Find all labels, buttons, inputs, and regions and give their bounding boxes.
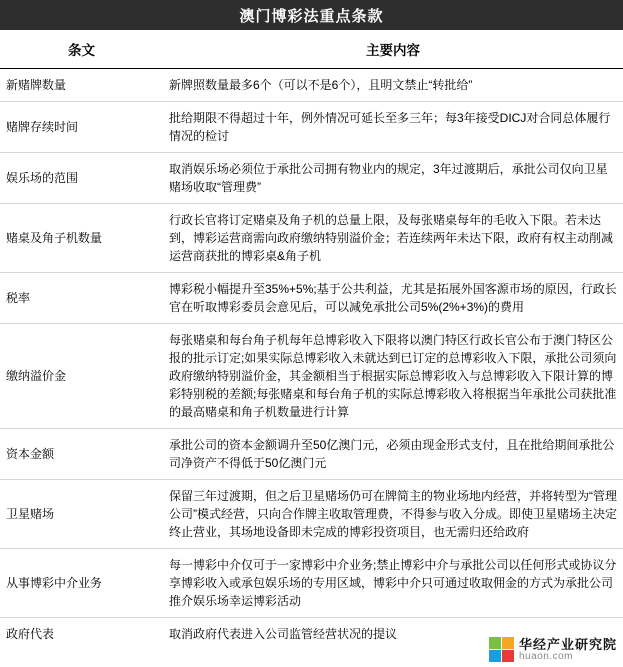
table-row <box>0 429 623 480</box>
row-term: 赌牌存续时间 <box>0 102 163 153</box>
row-content: 取消政府代表进入公司监管经营状况的提议 <box>169 627 398 641</box>
row-term: 娱乐场的范围 <box>0 153 163 204</box>
table-row <box>0 153 623 204</box>
column-header-term: 条文 <box>0 30 163 69</box>
watermark-logo <box>489 637 617 663</box>
row-term: 资本金额 <box>0 429 163 480</box>
table-header-row <box>0 30 623 69</box>
table-row <box>0 69 623 102</box>
row-content: 每张赌桌和每台角子机每年总博彩收入下限将以澳门特区行政长官公布于澳门特区公报的批示订定;如果实际总博彩收入未就达到已订定的总博彩收入下限，承批公司须向政府缴纳特别溢价金，其金额相当于根据实际总博彩收入与总博彩收入下限计算的博彩特别税的差额;每张赌桌和每台角子机的实际总博彩收入将根据当年承批公司获批准的最高赌桌和角子机数量进行计算 <box>163 324 623 429</box>
row-term: 赌桌及角子机数量 <box>0 204 163 273</box>
page-title: 澳门博彩法重点条款 <box>0 0 623 30</box>
gaming-law-table <box>0 30 623 650</box>
row-term: 税率 <box>0 273 163 324</box>
table-row <box>0 324 623 429</box>
table-row <box>0 273 623 324</box>
row-content: 博彩税小幅提升至35%+5%;基于公共利益，尤其是拓展外国客源市场的原因，行政长官在听取博彩委员会意见后，可以减免承批公司5%(2%+3%)的费用 <box>163 273 623 324</box>
row-term: 从事博彩中介业务 <box>0 549 163 618</box>
row-term: 政府代表 <box>6 627 55 641</box>
logo-text <box>519 638 617 662</box>
row-term: 新赌牌数量 <box>0 69 163 102</box>
row-content: 保留三年过渡期，但之后卫星赌场仍可在牌简主的物业场地内经营，并将转型为“管理公司”模式经营，只向合作牌主收取管理费，不得参与收入分成。即使卫星赌场主决定终止营业，其场地设备即未完成的博彩投资项目，也无需归还给政府 <box>163 480 623 549</box>
row-content: 每一博彩中介仅可于一家博彩中介业务;禁止博彩中介与承批公司以任何形式或协议分享博彩收入或承包娱乐场的专用区域，博彩中介只可通过收取佣金的方式为承批公司推介娱乐场幸运博彩活动 <box>163 549 623 618</box>
logo-domain: huaon.com <box>518 650 573 662</box>
row-term: 缴纳溢价金 <box>0 324 163 429</box>
row-content: 承批公司的资本金额调升至50亿澳门元，必须由现金形式支付，且在批给期间承批公司净资产不得低于50亿澳门元 <box>163 429 623 480</box>
row-content: 取消娱乐场必须位于承批公司拥有物业内的规定，3年过渡期后，承批公司仅向卫星赌场收取“管理费” <box>163 153 623 204</box>
logo-squares-icon <box>489 637 515 663</box>
row-term: 卫星赌场 <box>0 480 163 549</box>
logo-chinese-name: 华经产业研究院 <box>518 636 617 652</box>
row-content: 行政长官将订定赌桌及角子机的总量上限，及每张赌桌每年的毛收入下限。若未达到，博彩运营商需向政府缴纳特别溢价金；若连续两年未达下限，政府有权主动削减运营商获批的博彩桌&角子机 <box>163 204 623 273</box>
table-row <box>0 102 623 153</box>
table-row <box>0 549 623 618</box>
table-row <box>0 204 623 273</box>
row-content: 批给期限不得超过十年，例外情况可延长至多三年；每3年接受DICJ对合同总体履行情况的检讨 <box>163 102 623 153</box>
table-row <box>0 480 623 549</box>
row-content: 新牌照数量最多6个（可以不是6个），且明文禁止“转批给” <box>163 69 623 102</box>
column-header-content: 主要内容 <box>163 30 623 69</box>
